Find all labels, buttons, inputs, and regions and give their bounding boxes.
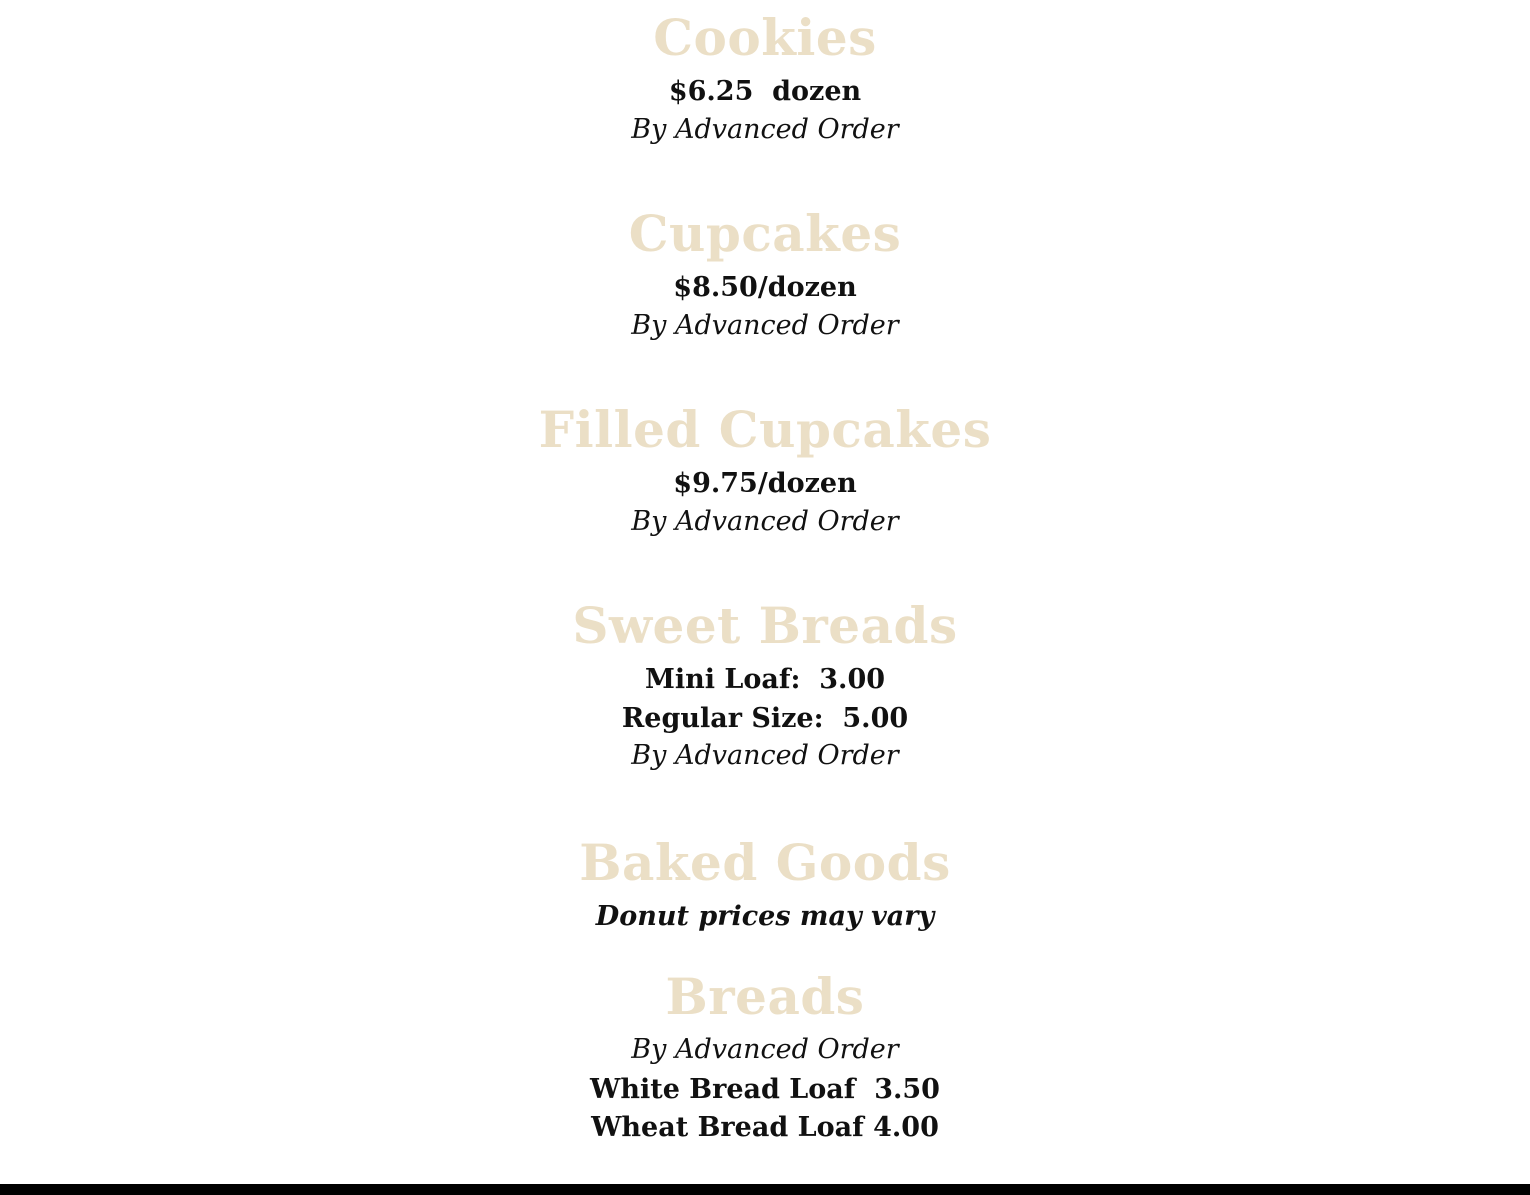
cookies-heading: Cookies xyxy=(653,8,877,67)
breads-order-note: By Advanced Order xyxy=(631,1034,899,1065)
filled-cupcakes-order-note: By Advanced Order xyxy=(631,506,899,537)
cupcakes-price: $8.50/dozen xyxy=(673,272,857,303)
cookies-price: $6.25 dozen xyxy=(668,76,862,107)
regular-size-price: Regular Size: 5.00 xyxy=(621,703,909,734)
mini-loaf-price: Mini Loaf: 3.00 xyxy=(644,664,886,695)
cupcakes-order-note: By Advanced Order xyxy=(631,310,899,341)
footer-bar xyxy=(0,1184,1530,1195)
sweet-breads-heading: Sweet Breads xyxy=(572,596,958,655)
white-bread-loaf-price: White Bread Loaf 3.50 xyxy=(590,1074,940,1105)
donut-price-note: Donut prices may vary xyxy=(595,901,935,932)
cupcakes-heading: Cupcakes xyxy=(628,204,902,263)
breads-heading: Breads xyxy=(665,967,865,1026)
wheat-bread-loaf-price: Wheat Bread Loaf 4.00 xyxy=(591,1112,939,1143)
filled-cupcakes-price: $9.75/dozen xyxy=(673,468,857,499)
sweet-breads-order-note: By Advanced Order xyxy=(631,740,899,771)
filled-cupcakes-heading: Filled Cupcakes xyxy=(538,400,992,459)
cookies-order-note: By Advanced Order xyxy=(631,114,899,145)
baked-goods-heading: Baked Goods xyxy=(579,833,951,892)
